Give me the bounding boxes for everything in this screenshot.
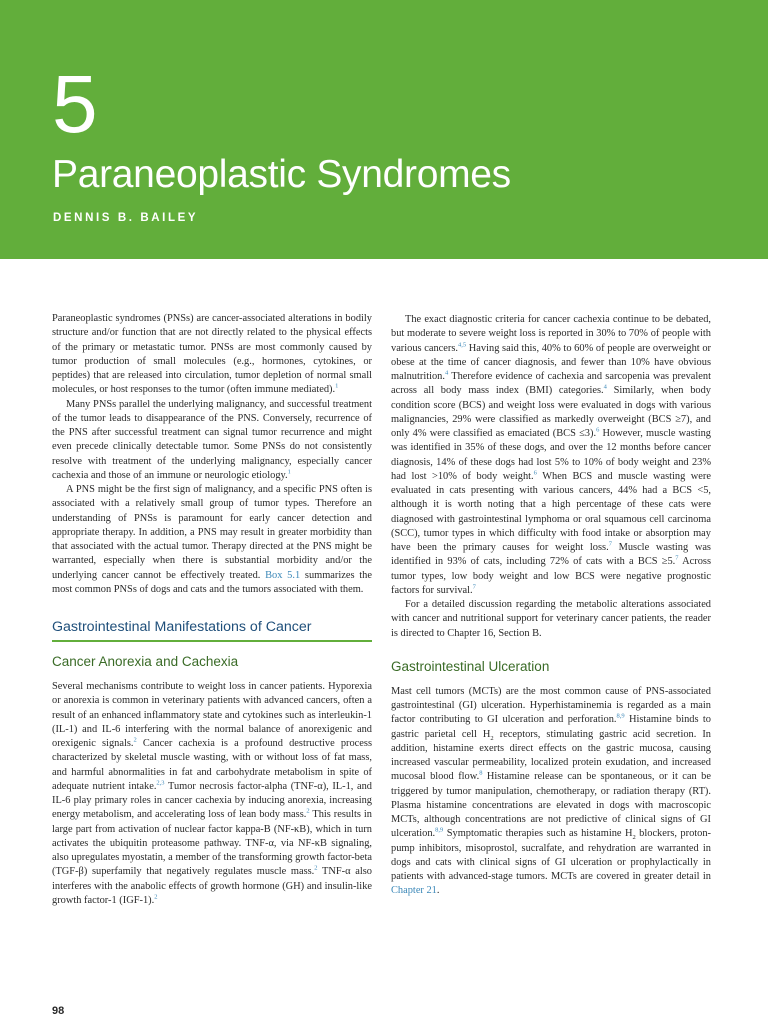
paragraph: Several mechanisms contribute to weight loss in cancer patients. Hyporexia or anorexia is common in veterinary patients with advanced cancers, often a result of an enhanced inflammatory state and cytokines such as interleukin-1 (IL-1) and IL-6 interfering with the normal balance of anorexigenic and orexigenic signals.$^2$ Cancer cachexia is a profound destructive process characterized by skeletal muscle wasting, with or without loss of fat mass, and harmful abnormalities in fat and carbohydrate metabolism in spite of adequate nutrient intake.$^{2,3}$ Tumor necrosis factor-alpha (TNF-α), IL-1, and IL-6 play primary roles in cancer cachexia by inducing anorexia, increasing energy metabolism, and accelerating loss of lean body mass.$^2$ This results in large part from activation of nuclear factor kappa-B (NF-κB), which in turn activates the ubiquitin proteasome pathway. TNF-α, via NF-κB signaling, also upregulates myostatin, a member of the transforming growth factor-beta (TGF-β) superfamily that negatively regulates muscle mass.$^2$ TNF-α also interferes with the anabolic effects of growth hormone (GH) and insulin-like growth factor-1 (IGF-1).$^2$ <box>52 681 373 906</box>
paragraph: For a detailed discussion regarding the metabolic alterations associated with cancer and nutritional support for veterinary cancer patients, the reader is directed to Chapter 16, Section B. <box>391 599 711 639</box>
reference[interactable]: 6 <box>596 426 600 434</box>
subsection-heading: Cancer Anorexia and Cachexia <box>52 654 239 669</box>
reference[interactable]: 2 <box>314 864 318 872</box>
chapter-link[interactable]: Chapter 21 <box>391 885 437 897</box>
reference[interactable]: 8 <box>479 769 483 777</box>
reference[interactable]: 8,9 <box>616 712 625 720</box>
reference[interactable]: 1 <box>335 382 339 390</box>
section-heading: Gastrointestinal Manifestations of Cancer <box>52 618 372 642</box>
paragraph: A PNS might be the first sign of malignancy, and a specific PNS often is associated with a relatively small group of tumor types. Therefore an understanding of PNSs is paramount for early cancer detection and appropriate therapy. In addition, a PNS may result in greater morbidity than that associated with the actual tumor. Therapy directed at the PNS might be warranted, especially when there is substantial morbidity and/or the underlying cancer cannot be effectively treated. Box 5.1 summarizes the most common PNSs of dogs and cats and the tumors associated with them. <box>52 484 372 595</box>
chapter-author: DENNIS B. BAILEY <box>53 212 199 224</box>
reference[interactable]: 2 <box>306 807 310 815</box>
paragraph: Mast cell tumors (MCTs) are the most common cause of PNS-associated gastrointestinal (GI) ulceration. Hyperhistaminemia is regarded as a main factor contributing to GI ulceration and perforation.$^{8,9}$ Histamine binds to gastric parietal cell $H_2$ receptors, stimulating gastric acid secretion. In addition, histamine exerts direct effects on the gastric mucosa, causing increased vascular permeability, localized protein exudation, and increased mucosal blood flow.$^8$ Histamine release can be spontaneous, or it can be triggered by tumor manipulation, chemotherapy, or radiation therapy (RT). Plasma histamine concentrations are elevated in dogs with macroscopic MCTs, although concentrations are not predictive of clinical signs of GI ulceration.$^{8,9}$ Symptomatic therapies such as histamine $H_2$ blockers, proton-pump inhibitors, misoprostol, sucralfate, and rehydration are warranted in dogs and cats with clinical signs of GI ulceration or prophylactically in patients with advanced-stage tumors. MCTs are covered in greater detail in Chapter 21. <box>391 685 712 897</box>
subsection-heading: Gastrointestinal Ulceration <box>391 658 550 674</box>
chapter-number: 5 <box>52 59 98 150</box>
paragraph: Paraneoplastic syndromes (PNSs) are cancer-associated alterations in bodily structure and/or function that are not directly related to the physical effects of the primary or metastatic tumor. PNSs are most commonly caused by tumor production of small molecules (e.g., hormones, cytokines, or peptides) that are released into circulation, tumor depletion of normal small molecules, or host responses to the tumor (often immune mediated).$^1$ <box>52 313 372 396</box>
reference[interactable]: 7 <box>472 583 476 591</box>
left-column <box>52 312 372 908</box>
reference[interactable]: 6 <box>533 469 537 477</box>
reference[interactable]: 4,5 <box>458 341 467 349</box>
page-number: 98 <box>52 1005 65 1017</box>
reference[interactable]: 2 <box>133 736 137 744</box>
reference[interactable]: 7 <box>675 554 679 562</box>
box-link[interactable]: Box 5.1 <box>265 569 301 581</box>
reference[interactable]: 8,9 <box>435 826 444 834</box>
right-column <box>391 313 711 899</box>
reference[interactable]: 2 <box>154 893 158 901</box>
reference[interactable]: 7 <box>608 540 612 548</box>
reference[interactable]: 4 <box>603 383 607 391</box>
chapter-banner <box>0 0 768 259</box>
paragraph: The exact diagnostic criteria for cancer cachexia continue to be debated, but moderate to severe weight loss is reported in 30% to 70% of people with various cancers.$^{4,5}$ Having said this, 40% to 60% of people are overweight or obese at the time of cancer diagnosis, and fewer than 10% have obvious malnutrition.$^4$ Therefore evidence of cachexia and sarcopenia was prevalent across all body mass index (BMI) categories.$^4$ Similarly, when body condition score (BCS) and weight loss were evaluated in dogs with various malignancies, 29% were classified as markedly overweight (BCS ≥7), and only 4% were classified as emaciated (BCS ≤3).$^6$ However, muscle wasting was identified in 35% of these dogs, and over the 12 months before cancer diagnosis, 14% of these dogs had lost 5% to 10% of body weight and 23% had lost >10% of body weight.$^6$ When BCS and muscle wasting were evaluated in cats presenting with various cancers, 44% had a BCS <5, although it is worth noting that a high percentage of these cats were diagnosed with gastrointestinal lymphoma or oral squamous cell carcinoma (SCC), tumor types in which difficulty with food intake or absorption may have been the primary causes for weight loss.$^7$ Muscle wasting was identified in 93% of cats, including 72% of cats with a BCS ≥5.$^7$ Across tumor types, low body weight and low BCS were negative prognostic factors for survival.$^7$ <box>391 314 711 596</box>
reference[interactable]: 1 <box>287 468 291 476</box>
reference[interactable]: 2,3 <box>156 779 165 787</box>
paragraph: Many PNSs parallel the underlying malignancy, and successful treatment of the tumor leads to disappearance of the PNS. Conversely, recurrence of the PNS after successful treatment can signal tumor recurrence and might even precede clinically detectable tumor. Some PNSs do not consistently resolve with treatment of the underlying malignancy, especially cancer cachexia and those of an immune or neurologic etiology.$^1$ <box>52 398 372 481</box>
reference[interactable]: 4 <box>444 369 449 377</box>
chapter-title: Paraneoplastic Syndromes <box>52 153 511 196</box>
